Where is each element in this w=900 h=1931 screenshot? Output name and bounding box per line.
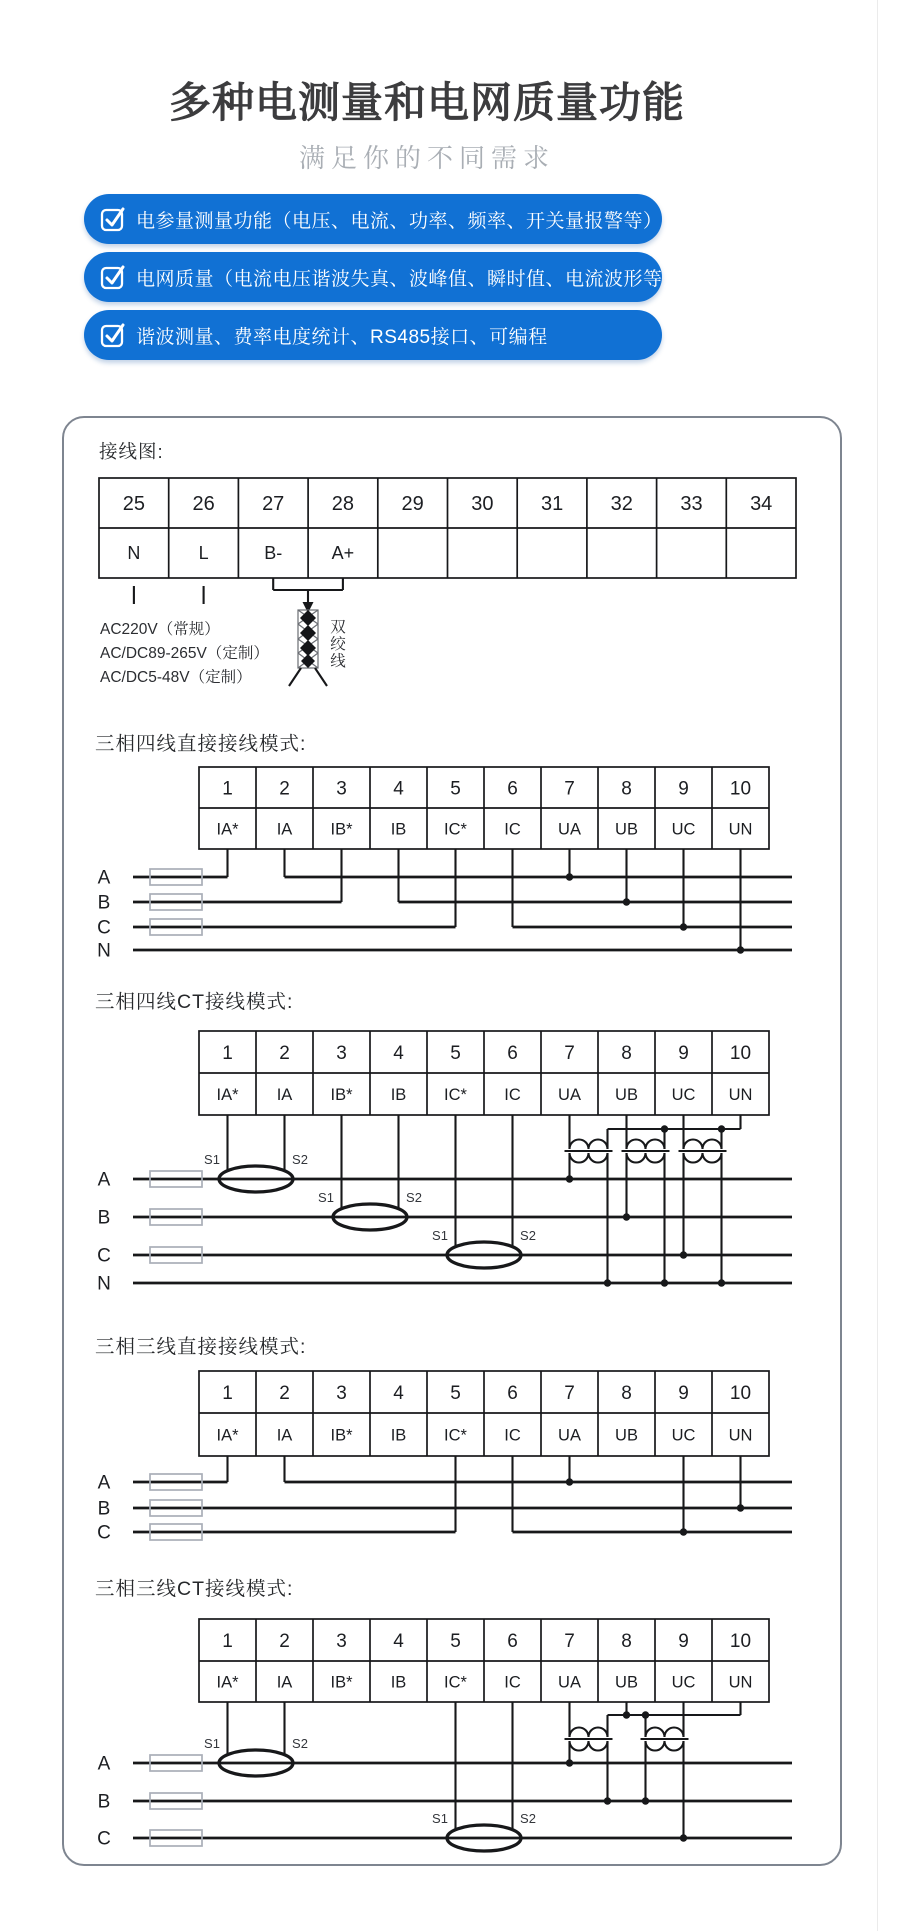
page-subtitle: 满足你的不同需求 [298,143,555,174]
pin-label: IB* [330,820,353,839]
wire-drops-3p3w-ct [228,1702,741,1838]
pin-number: 7 [564,1043,575,1064]
wire-drops-3p4w-direct [228,849,741,950]
mode-title-3p3w-direct: 三相三线直接接线模式: [95,1336,307,1358]
pin-number: 6 [507,1043,518,1064]
terminal-number: 25 [122,493,146,515]
rs485-bracket [273,578,343,613]
junction-dots-3p3w-ct [566,1711,687,1841]
pin-label: UN [728,820,753,839]
svg-text:B: B [97,892,111,914]
junction-dots-3p4w-ct [566,1125,725,1286]
pin-label: IA [276,1426,293,1445]
pin-label: IC [504,1673,521,1692]
pin-number: 3 [336,1631,347,1652]
pin-number: 1 [222,778,233,800]
svg-text:A: A [97,1472,111,1494]
pin-number: 6 [507,1631,518,1652]
current-transformers-3p4w-ct [204,1152,536,1268]
terminal-number: 34 [750,493,773,515]
pin-label: IA [276,1673,293,1692]
feature-text: 电网质量（电流电压谐波失真、波峰值、瞬时值、电流波形等） [136,268,683,290]
pin-number: 4 [393,778,404,800]
pin-label: IC* [444,1673,467,1692]
pin-label: IC* [444,820,467,839]
pin-label: UC [671,820,696,839]
pin-label: UC [671,1426,696,1445]
pin-number: 5 [450,778,461,800]
phase-labels-3p4w-ct [97,1170,111,1295]
wire-drops-3p4w-ct [228,1115,741,1283]
pin-number: 10 [729,1043,752,1064]
pin-number: 2 [279,1383,290,1404]
pin-label: IC* [444,1086,467,1104]
pin-number: 9 [678,1631,689,1652]
pin-label: IA* [216,1673,239,1692]
pin-label: UB [615,1086,638,1104]
terminal-number: 29 [401,493,424,515]
terminal-number: 33 [680,493,703,515]
pin-number: 8 [621,1043,632,1064]
power-options [100,620,269,686]
svg-text:C: C [97,1522,111,1544]
pin-label: IB* [330,1426,353,1445]
pin-label: IC [504,1426,521,1445]
pin-number: 5 [450,1383,461,1404]
pin-number: 5 [450,1043,461,1064]
pin-number: 10 [729,1631,752,1652]
pin-number: 3 [336,1383,347,1404]
svg-text:B: B [97,1207,111,1229]
pin-number: 4 [393,1043,404,1064]
pin-label: IA [276,1086,293,1104]
svg-text:A: A [97,867,111,889]
feature-text: 谐波测量、费率电度统计、RS485接口、可编程 [136,326,548,348]
svg-text:N: N [97,1273,111,1295]
phase-lines-3p4w-ct [133,1179,792,1283]
pin-number: 3 [336,1043,347,1064]
pin-label: UN [728,1426,753,1445]
wire-drops-3p3w-direct [228,1456,741,1532]
pin-label: IC* [444,1426,467,1445]
terminal-number: 28 [331,493,355,515]
pin-label: IA* [216,1426,239,1445]
ct-s2-label: S2 [292,1152,308,1167]
power-option: AC/DC89-265V（定制） [100,645,269,662]
pin-label: IB* [330,1086,353,1104]
pin-label: UB [615,1426,638,1445]
pin-label: IB [390,1086,407,1104]
ct-s2-label: S2 [406,1190,422,1205]
pin-label: IB [390,1673,407,1692]
ct-s2-label: S2 [520,1228,536,1243]
voltage-transformers-3p4w-ct [565,1140,727,1163]
terminal-number: 31 [540,493,564,515]
wiring-table-3p3w-direct [199,1371,769,1456]
ct-s1-label: S1 [204,1736,220,1751]
pin-label: UB [615,1673,638,1692]
twisted-pair-symbol [289,610,327,686]
ct-s2-label: S2 [292,1736,308,1751]
pin-number: 2 [279,778,290,800]
pin-number: 8 [621,1631,632,1652]
pin-label: UC [671,1673,696,1692]
phase-labels-3p3w-direct [97,1473,111,1544]
pin-label: IA* [216,820,239,839]
ct-s1-label: S1 [432,1811,448,1826]
pin-number: 10 [729,778,752,800]
ct-s1-label: S1 [204,1152,220,1167]
twisted-pair-label [330,618,346,670]
pin-number: 7 [564,778,575,800]
svg-text:B: B [97,1791,111,1813]
current-transformers-3p3w-ct [204,1736,536,1851]
pin-number: 10 [729,1383,752,1404]
ct-s1-label: S1 [432,1228,448,1243]
ct-s2-label: S2 [520,1811,536,1826]
wiring-table-3p3w-ct [199,1619,769,1702]
terminal-label: L [198,543,209,563]
pin-number: 1 [222,1043,233,1064]
pin-label: UB [615,820,638,839]
voltage-transformers-3p3w-ct [565,1728,689,1751]
pin-label: IB [390,1426,407,1445]
terminal-strip-25-34 [99,478,796,578]
mode-title-3p4w-ct: 三相四线CT接线模式: [95,991,294,1013]
pin-number: 1 [222,1631,233,1652]
pin-number: 8 [621,1383,632,1404]
pin-label: IB* [330,1673,353,1692]
terminal-number: 26 [192,493,215,515]
pin-label: IA [276,820,293,839]
pin-label: UC [671,1086,696,1104]
terminal-number: 30 [471,493,494,515]
svg-text:A: A [97,1169,111,1191]
pin-number: 3 [336,778,347,800]
pin-number: 4 [393,1631,404,1652]
pin-label: IA* [216,1086,239,1104]
pin-number: 2 [279,1043,290,1064]
pin-number: 9 [678,1043,689,1064]
terminal-label: B- [264,543,283,563]
power-supply-marks [134,586,204,604]
svg-text:线: 线 [330,653,346,670]
ct-s1-label: S1 [318,1190,334,1205]
wiring-table-3p4w-direct [199,767,769,849]
svg-text:A: A [97,1753,111,1775]
phase-labels-3p3w-ct [97,1754,111,1850]
terminal-number: 27 [262,493,285,515]
svg-text:C: C [97,1245,111,1267]
phase-lines-3p4w-direct [133,877,792,950]
pin-number: 1 [222,1383,233,1404]
pin-label: UN [728,1086,753,1104]
svg-text:绞: 绞 [330,636,346,653]
pin-label: UN [728,1673,753,1692]
svg-text:C: C [97,917,111,939]
pin-number: 9 [678,1383,689,1404]
power-option: AC220V（常规） [100,621,220,638]
mode-title-3p4w-direct: 三相四线直接接线模式: [95,733,307,755]
terminal-label: A+ [331,543,355,563]
svg-text:双: 双 [330,619,346,636]
pin-number: 6 [507,778,518,800]
junction-dots-3p4w-direct [566,873,744,953]
power-option: AC/DC5-48V（定制） [100,669,252,686]
mode-title-3p3w-ct: 三相三线CT接线模式: [95,1578,294,1600]
pin-label: UA [558,1426,581,1445]
phase-lines-3p3w-direct [133,1482,792,1532]
phase-labels-3p4w-direct [97,868,111,962]
terminal-number: 32 [610,493,633,515]
page-title: 多种电测量和电网质量功能 [168,79,685,126]
pin-number: 9 [678,778,689,800]
svg-text:C: C [97,1828,111,1850]
pin-label: IC [504,820,521,839]
pin-number: 5 [450,1631,461,1652]
pin-number: 7 [564,1631,575,1652]
pin-number: 2 [279,1631,290,1652]
pin-number: 4 [393,1383,404,1404]
pin-number: 6 [507,1383,518,1404]
pin-number: 8 [621,778,632,800]
pin-label: IC [504,1086,521,1104]
pin-label: UA [558,1086,581,1104]
svg-text:B: B [97,1498,111,1520]
pin-number: 7 [564,1383,575,1404]
terminal-label: N [127,543,141,563]
feature-text: 电参量测量功能（电压、电流、功率、频率、开关量报警等） [136,210,663,232]
pin-label: UA [558,1673,581,1692]
wiring-diagram-label: 接线图: [99,441,164,462]
wiring-table-3p4w-ct [199,1031,769,1115]
svg-text:N: N [97,940,111,962]
pin-label: IB [390,820,407,839]
pin-label: UA [558,820,581,839]
